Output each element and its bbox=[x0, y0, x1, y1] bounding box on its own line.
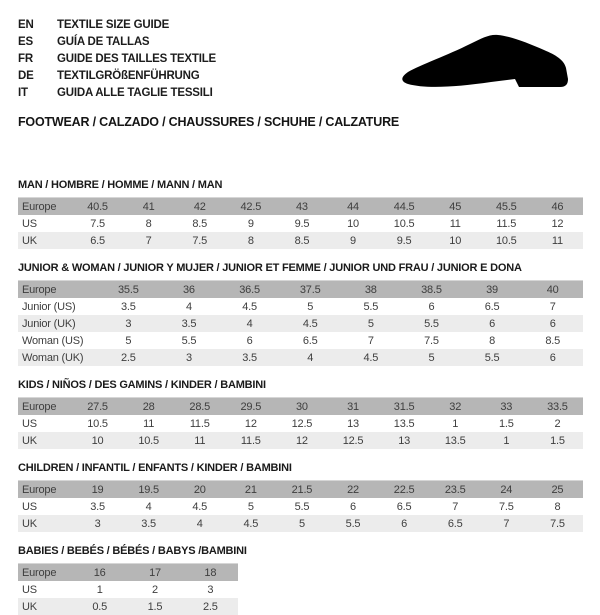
size-cell: 40 bbox=[546, 283, 559, 296]
size-cell: 3 bbox=[185, 351, 192, 364]
row-label: US bbox=[22, 583, 37, 596]
size-cell: 32 bbox=[449, 400, 462, 413]
category-title: FOOTWEAR / CALZADO / CHAUSSURES / SCHUHE / CALZATURE bbox=[18, 115, 400, 129]
size-cell: 5.5 bbox=[294, 500, 310, 513]
size-cell: 3.5 bbox=[181, 317, 197, 330]
size-cell: 6 bbox=[428, 300, 435, 313]
size-cell: 42 bbox=[193, 200, 206, 213]
size-cell: 13 bbox=[347, 417, 359, 430]
size-table-row bbox=[18, 298, 583, 315]
size-cell: 5.5 bbox=[363, 300, 379, 313]
size-cell: 6.5 bbox=[90, 234, 105, 247]
size-cell: 0.5 bbox=[92, 600, 108, 613]
guide-title: TEXTILE SIZE GUIDE bbox=[57, 19, 170, 31]
size-cell: 7.5 bbox=[192, 234, 208, 247]
size-cell: 4.5 bbox=[243, 517, 259, 530]
size-cell: 10.5 bbox=[138, 434, 159, 447]
size-table-children bbox=[18, 480, 583, 532]
size-cell: 17 bbox=[149, 566, 161, 579]
language-code: ES bbox=[18, 36, 33, 48]
size-table-title-junior-woman: JUNIOR & WOMAN / JUNIOR Y MUJER / JUNIOR ET FEMME / JUNIOR UND FRAU / JUNIOR E DONA bbox=[18, 262, 522, 274]
size-cell: 2.5 bbox=[120, 351, 136, 364]
size-cell: 9.5 bbox=[294, 217, 310, 230]
size-cell: 3 bbox=[125, 317, 132, 330]
size-cell: 28 bbox=[142, 400, 155, 413]
size-cell: 7.5 bbox=[550, 517, 565, 530]
size-cell: 28.5 bbox=[189, 400, 211, 413]
size-table-man bbox=[18, 197, 583, 249]
size-cell: 3.5 bbox=[90, 500, 105, 513]
row-label: UK bbox=[22, 234, 37, 247]
size-cell: 45.5 bbox=[495, 200, 517, 213]
size-table-section-man bbox=[18, 179, 583, 249]
language-code: IT bbox=[18, 87, 28, 99]
size-cell: 21 bbox=[244, 483, 257, 496]
size-cell: 13.5 bbox=[444, 434, 466, 447]
size-cell: 39 bbox=[486, 283, 498, 296]
size-table-row bbox=[18, 432, 583, 449]
size-cell: 8 bbox=[145, 217, 152, 230]
size-cell: 30 bbox=[296, 400, 308, 413]
size-cell: 5 bbox=[247, 500, 254, 513]
row-label: Europe bbox=[22, 566, 57, 579]
size-cell: 6.5 bbox=[484, 300, 500, 313]
size-cell: 10.5 bbox=[495, 234, 517, 247]
size-cell: 2.5 bbox=[202, 600, 218, 613]
size-cell: 5 bbox=[367, 317, 374, 330]
guide-title: GUIDA ALLE TAGLIE TESSILI bbox=[57, 87, 213, 99]
size-cell: 31 bbox=[347, 400, 359, 413]
size-cell: 6.5 bbox=[447, 517, 463, 530]
size-cell: 10 bbox=[347, 217, 359, 230]
size-cell: 10.5 bbox=[87, 417, 108, 430]
size-cell: 23.5 bbox=[444, 483, 466, 496]
size-table-row bbox=[18, 515, 583, 532]
size-cell: 5.5 bbox=[345, 517, 361, 530]
size-table-section-junior-woman bbox=[18, 262, 583, 366]
row-label: Woman (UK) bbox=[22, 351, 84, 364]
size-cell: 6.5 bbox=[396, 500, 412, 513]
size-cell: 8.5 bbox=[294, 234, 310, 247]
size-cell: 7.5 bbox=[90, 217, 105, 230]
size-cell: 11 bbox=[194, 434, 206, 447]
size-cell: 1 bbox=[96, 583, 103, 596]
size-table-header-row bbox=[18, 198, 583, 216]
size-cell: 1 bbox=[452, 417, 459, 430]
size-cell: 10 bbox=[91, 434, 104, 447]
size-cell: 9 bbox=[247, 217, 254, 230]
size-cell: 5.5 bbox=[424, 317, 439, 330]
size-cell: 7 bbox=[503, 517, 510, 530]
row-label: Junior (US) bbox=[22, 300, 76, 313]
size-table-title-man: MAN / HOMBRE / HOMME / MANN / MAN bbox=[18, 179, 223, 191]
size-cell: 25 bbox=[551, 483, 564, 496]
size-cell: 11.5 bbox=[496, 217, 517, 230]
row-label: Junior (UK) bbox=[22, 317, 76, 330]
size-cell: 11.5 bbox=[240, 434, 261, 447]
size-cell: 4.5 bbox=[192, 500, 208, 513]
size-cell: 4 bbox=[246, 317, 253, 330]
dress-shoe-icon bbox=[398, 34, 574, 94]
size-cell: 24 bbox=[500, 483, 513, 496]
size-cell: 4 bbox=[307, 351, 314, 364]
size-cell: 44.5 bbox=[393, 200, 415, 213]
size-cell: 11.5 bbox=[189, 417, 210, 430]
size-cell: 22.5 bbox=[393, 483, 415, 496]
size-cell: 7 bbox=[549, 300, 556, 313]
row-label: Europe bbox=[22, 283, 57, 296]
row-label: UK bbox=[22, 434, 37, 447]
size-cell: 13.5 bbox=[393, 417, 415, 430]
size-cell: 3.5 bbox=[242, 351, 257, 364]
size-table-section-children bbox=[18, 462, 583, 532]
size-cell: 6 bbox=[549, 351, 556, 364]
size-cell: 2 bbox=[554, 417, 561, 430]
size-cell: 6.5 bbox=[302, 334, 318, 347]
row-label: US bbox=[22, 217, 37, 230]
size-table-title-children: CHILDREN / INFANTIL / ENFANTS / KINDER / BAMBINI bbox=[18, 462, 292, 474]
size-cell: 13 bbox=[398, 434, 411, 447]
size-cell: 3 bbox=[94, 517, 101, 530]
size-cell: 5.5 bbox=[484, 351, 500, 364]
size-cell: 36.5 bbox=[239, 283, 260, 296]
row-label: Europe bbox=[22, 400, 57, 413]
row-label: Europe bbox=[22, 483, 57, 496]
size-cell: 12 bbox=[551, 217, 564, 230]
size-cell: 6 bbox=[246, 334, 253, 347]
size-cell: 40.5 bbox=[87, 200, 108, 213]
size-cell: 12.5 bbox=[291, 417, 313, 430]
size-cell: 33 bbox=[500, 400, 513, 413]
size-cell: 1.5 bbox=[498, 417, 514, 430]
size-cell: 37.5 bbox=[299, 283, 321, 296]
size-table-row bbox=[18, 598, 238, 615]
size-cell: 7 bbox=[367, 334, 374, 347]
size-cell: 46 bbox=[551, 200, 564, 213]
size-cell: 7.5 bbox=[424, 334, 439, 347]
size-table-header-row bbox=[18, 398, 583, 416]
size-cell: 16 bbox=[93, 566, 106, 579]
size-cell: 4 bbox=[185, 300, 192, 313]
size-cell: 6 bbox=[401, 517, 408, 530]
size-cell: 8.5 bbox=[192, 217, 208, 230]
size-table-row bbox=[18, 581, 238, 598]
size-cell: 12 bbox=[244, 417, 257, 430]
row-label: UK bbox=[22, 517, 37, 530]
size-cell: 4.5 bbox=[363, 351, 379, 364]
size-table-junior-woman bbox=[18, 280, 583, 366]
size-cell: 11 bbox=[143, 417, 155, 430]
size-cell: 8 bbox=[489, 334, 496, 347]
size-cell: 36 bbox=[183, 283, 195, 296]
size-cell: 5 bbox=[307, 300, 314, 313]
size-cell: 4 bbox=[145, 500, 152, 513]
size-cell: 45 bbox=[449, 200, 462, 213]
size-cell: 8 bbox=[554, 500, 561, 513]
row-label: UK bbox=[22, 600, 37, 613]
size-cell: 35.5 bbox=[118, 283, 139, 296]
size-cell: 1 bbox=[503, 434, 510, 447]
size-cell: 19.5 bbox=[138, 483, 159, 496]
size-table-title-kids: KIDS / NIÑOS / DES GAMINS / KINDER / BAMBINI bbox=[18, 379, 266, 391]
size-cell: 41 bbox=[142, 200, 155, 213]
size-table-header-row bbox=[18, 564, 238, 582]
size-cell: 5 bbox=[125, 334, 132, 347]
row-label: US bbox=[22, 500, 37, 513]
size-cell: 2 bbox=[152, 583, 158, 596]
row-label: Woman (US) bbox=[22, 334, 84, 347]
size-cell: 11 bbox=[449, 217, 461, 230]
size-cell: 44 bbox=[347, 200, 359, 213]
size-cell: 10.5 bbox=[393, 217, 415, 230]
size-cell: 9 bbox=[350, 234, 356, 247]
row-label: Europe bbox=[22, 200, 57, 213]
size-cell: 6 bbox=[350, 500, 356, 513]
size-cell: 38.5 bbox=[421, 283, 442, 296]
size-cell: 31.5 bbox=[393, 400, 415, 413]
size-cell: 29.5 bbox=[240, 400, 262, 413]
size-cell: 1.5 bbox=[147, 600, 163, 613]
size-cell: 1.5 bbox=[550, 434, 565, 447]
size-table-section-babies bbox=[18, 545, 583, 615]
size-cell: 38 bbox=[364, 283, 377, 296]
language-code: FR bbox=[18, 53, 33, 65]
size-cell: 12 bbox=[296, 434, 308, 447]
size-table-babies bbox=[18, 563, 238, 615]
size-cell: 19 bbox=[91, 483, 104, 496]
size-table-row bbox=[18, 215, 583, 232]
size-table-row bbox=[18, 498, 583, 515]
size-table-title-babies: BABIES / BEBÉS / BÉBÉS / BABYS /BAMBINI bbox=[18, 545, 247, 557]
size-cell: 8.5 bbox=[545, 334, 561, 347]
size-cell: 5 bbox=[428, 351, 435, 364]
size-cell: 11 bbox=[551, 234, 563, 247]
size-cell: 7 bbox=[145, 234, 152, 247]
size-cell: 27.5 bbox=[87, 400, 108, 413]
size-cell: 3.5 bbox=[141, 517, 156, 530]
size-cell: 8 bbox=[247, 234, 254, 247]
size-cell: 21.5 bbox=[291, 483, 313, 496]
size-cell: 6 bbox=[489, 317, 496, 330]
size-table-header-row bbox=[18, 481, 583, 499]
size-cell: 4.5 bbox=[242, 300, 257, 313]
language-code: DE bbox=[18, 70, 34, 82]
size-table-kids bbox=[18, 397, 583, 449]
size-cell: 42.5 bbox=[240, 200, 262, 213]
size-cell: 22 bbox=[347, 483, 359, 496]
row-label: US bbox=[22, 417, 37, 430]
size-cell: 5.5 bbox=[181, 334, 197, 347]
guide-title: GUIDE DES TAILLES TEXTILE bbox=[57, 53, 216, 65]
size-table-row bbox=[18, 349, 583, 366]
size-cell: 33.5 bbox=[547, 400, 568, 413]
size-table-row bbox=[18, 232, 583, 249]
size-cell: 7 bbox=[452, 500, 459, 513]
size-cell: 4 bbox=[196, 517, 203, 530]
size-cell: 5 bbox=[298, 517, 305, 530]
guide-title: TEXTILGRÖßENFÜHRUNG bbox=[57, 70, 200, 82]
size-cell: 7.5 bbox=[498, 500, 514, 513]
size-cell: 3 bbox=[207, 583, 214, 596]
guide-title: GUÍA DE TALLAS bbox=[57, 36, 150, 48]
size-cell: 3.5 bbox=[120, 300, 136, 313]
size-table-row bbox=[18, 332, 583, 349]
language-row bbox=[18, 17, 583, 34]
size-cell: 12.5 bbox=[342, 434, 364, 447]
size-table-section-kids bbox=[18, 379, 583, 449]
size-cell: 10 bbox=[449, 234, 462, 247]
size-table-header-row bbox=[18, 281, 583, 299]
size-table-row bbox=[18, 415, 583, 432]
language-code: EN bbox=[18, 19, 34, 31]
size-cell: 18 bbox=[204, 566, 217, 579]
size-table-row bbox=[18, 315, 583, 332]
size-cell: 6 bbox=[549, 317, 556, 330]
size-cell: 4.5 bbox=[302, 317, 318, 330]
size-cell: 20 bbox=[193, 483, 206, 496]
size-cell: 9.5 bbox=[396, 234, 412, 247]
size-cell: 43 bbox=[296, 200, 308, 213]
